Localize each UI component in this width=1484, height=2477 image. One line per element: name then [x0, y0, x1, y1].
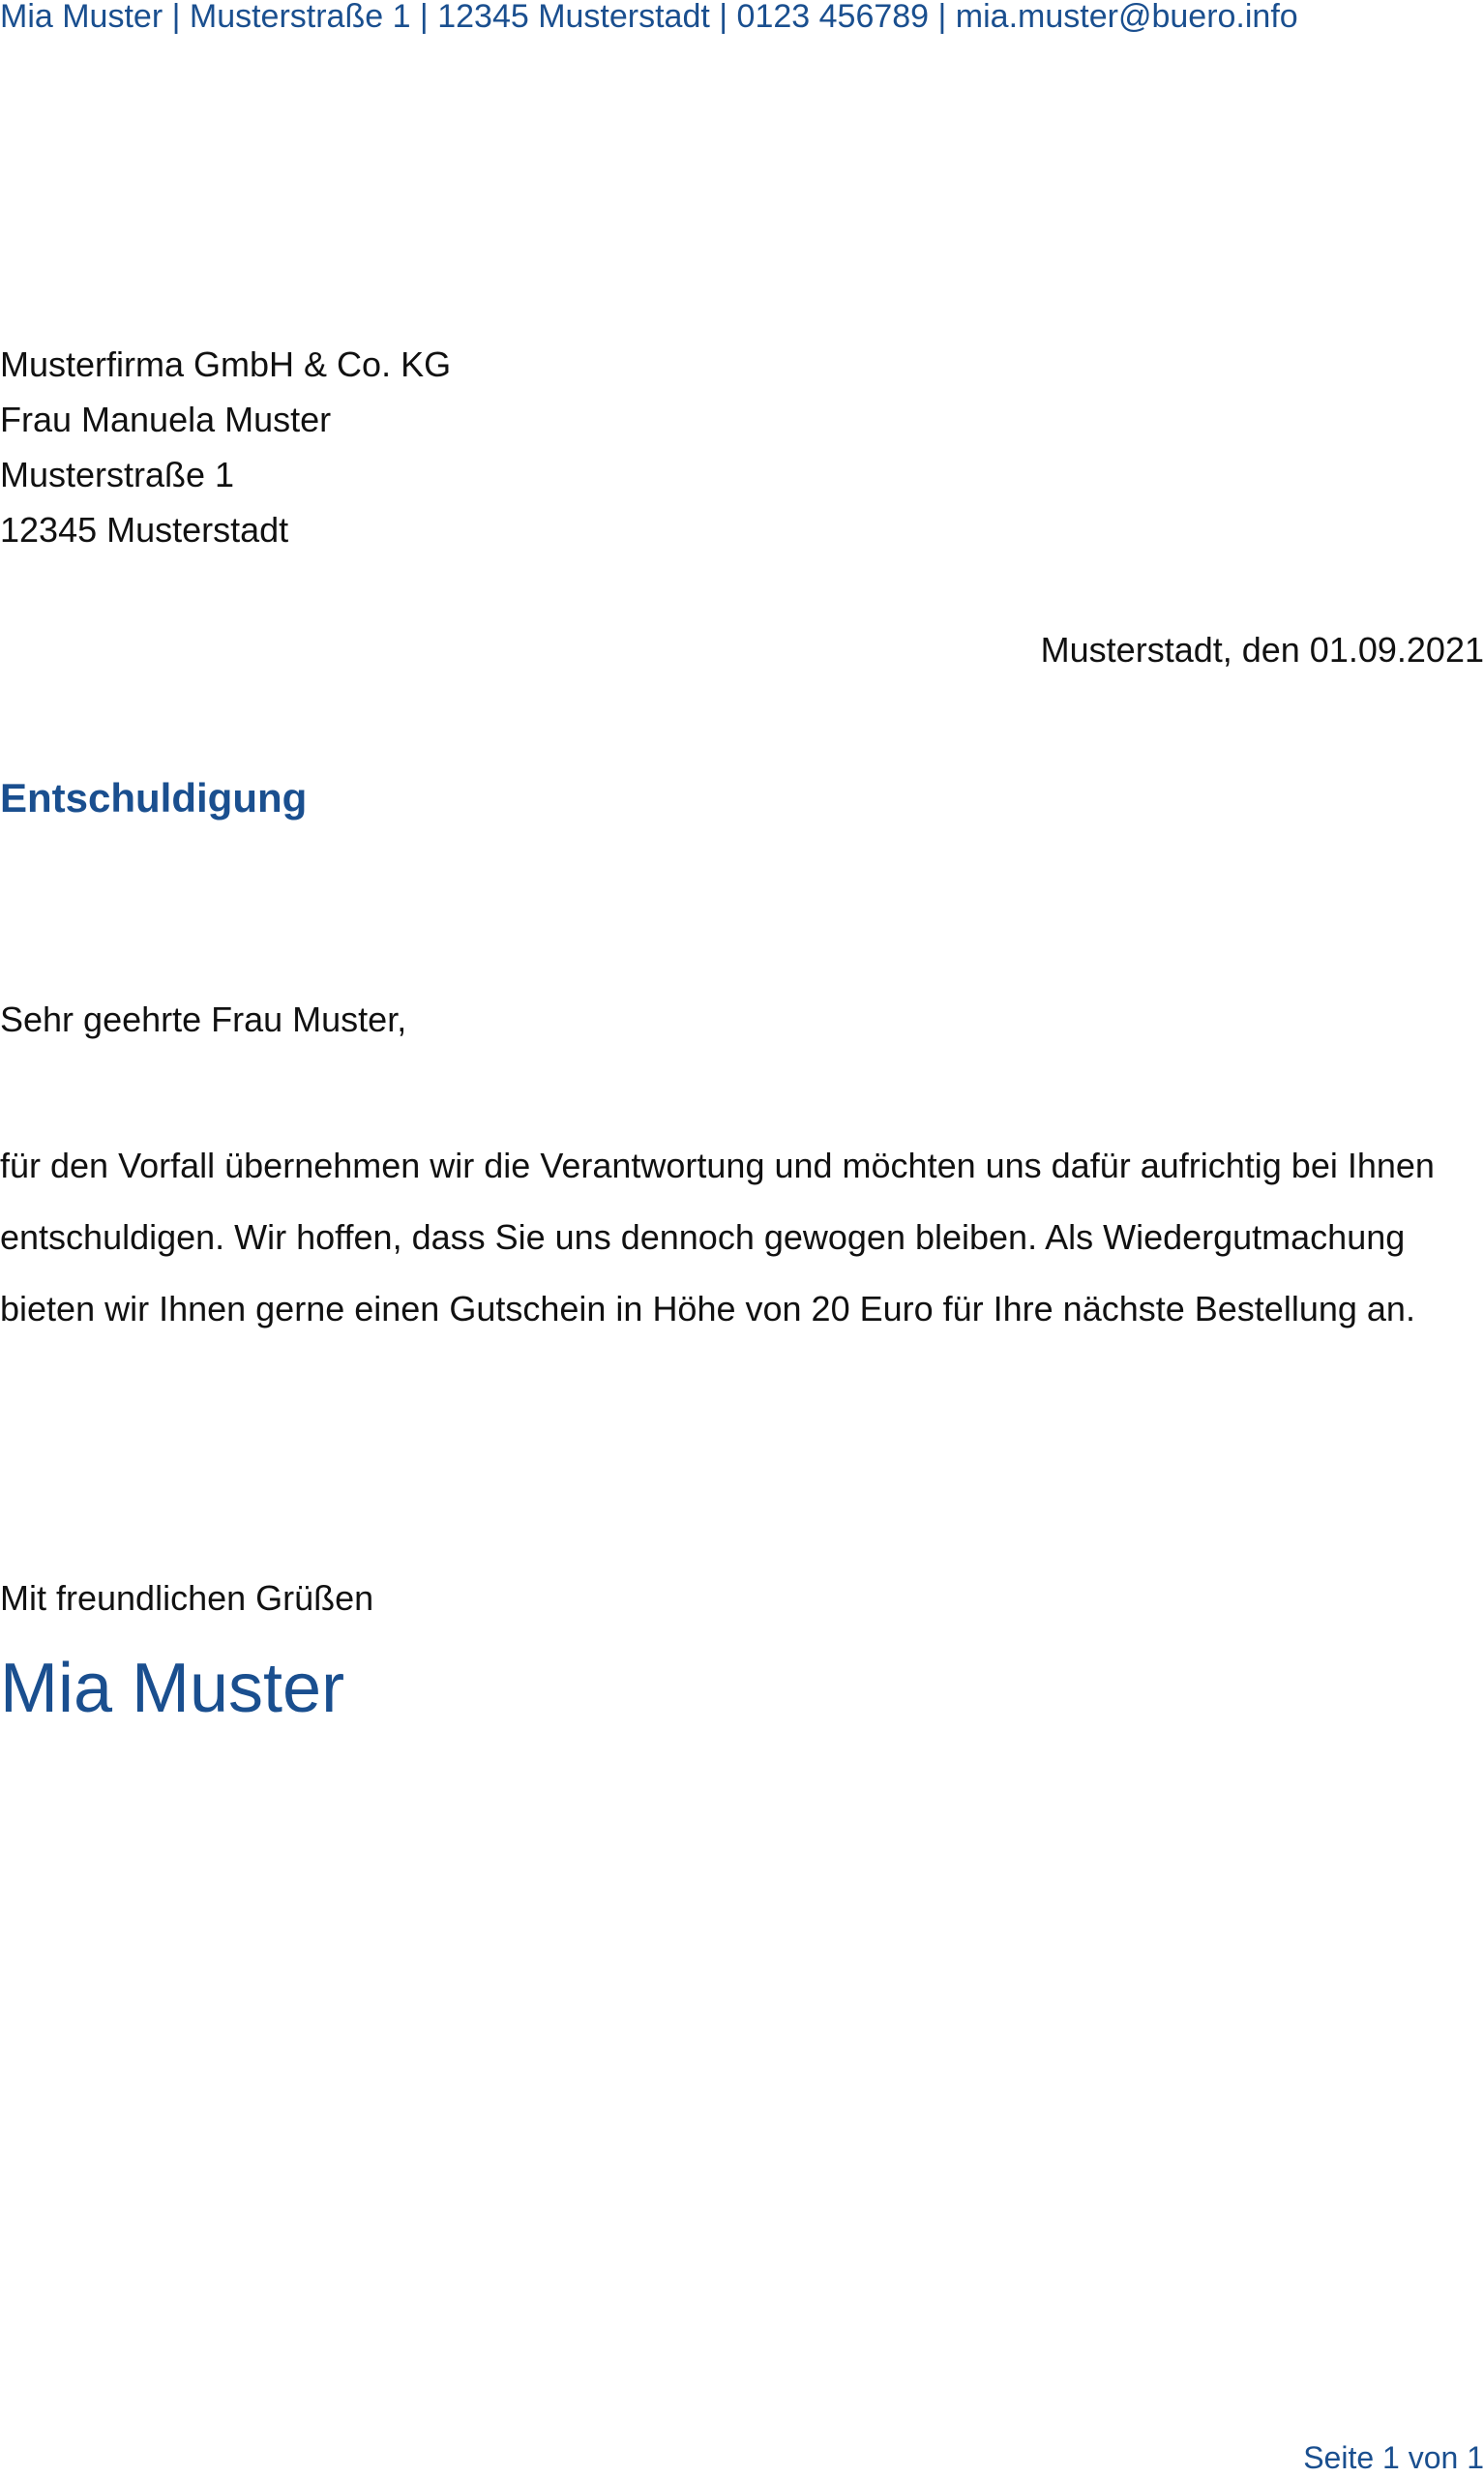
recipient-street: Musterstraße 1: [0, 455, 235, 494]
letter-date: Musterstadt, den 01.09.2021: [1040, 630, 1484, 670]
sender-address-line: Mia Muster | Musterstraße 1 | 12345 Musterstadt | 0123 456789 | mia.muster@buero.info: [0, 0, 1298, 35]
letter-closing: Mit freundlichen Grüßen: [0, 1578, 374, 1618]
letter-subject: Entschuldigung: [0, 775, 308, 821]
letter-salutation: Sehr geehrte Frau Muster,: [0, 1000, 407, 1039]
recipient-company: Musterfirma GmbH & Co. KG: [0, 344, 452, 384]
page-number: Seite 1 von 1: [1303, 2440, 1484, 2475]
recipient-person: Frau Manuela Muster: [0, 400, 332, 439]
recipient-city: 12345 Musterstadt: [0, 510, 289, 550]
signature: Mia Muster: [0, 1650, 345, 1727]
letter-body-paragraph: für den Vorfall übernehmen wir die Verantwortung und möchten uns dafür aufrichtig bei Ihnen entschuldigen. Wir hoffen, dass Sie uns dennoch gewogen bleiben. Als Wiedergutmachung bieten wir Ihnen gerne einen Gutschein in Höhe von 20 Euro für Ihre nächste Bestellung an.: [0, 1146, 1435, 1328]
recipient-address-block: [0, 337, 451, 557]
